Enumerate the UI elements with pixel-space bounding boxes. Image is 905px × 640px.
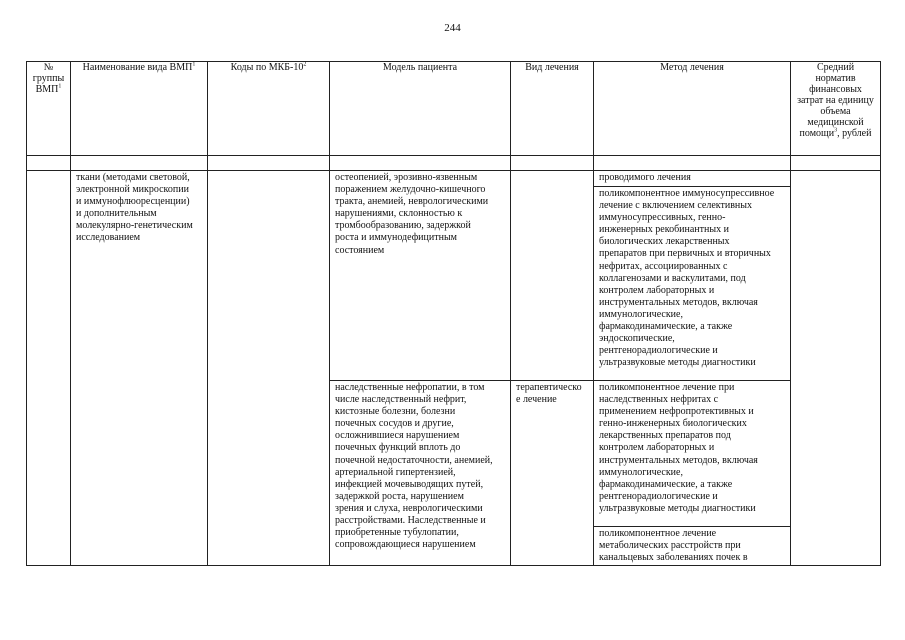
group-number-cell [27, 171, 71, 566]
method-cell [594, 381, 791, 527]
spacer-cell [330, 156, 511, 171]
header-vmp-name: Наименование вида ВМП$^1$ [71, 62, 208, 156]
spacer-cell [208, 156, 330, 171]
table-row [27, 171, 881, 187]
header-treatment-type: Вид лечения [511, 62, 594, 156]
method-text: проводимого лечения [599, 172, 691, 183]
spacer-cell [71, 156, 208, 171]
header-spacer-row [27, 156, 881, 171]
header-treatment-method: Метод лечения [594, 62, 791, 156]
header-icd-codes: Коды по МКБ-$10^2$ [208, 62, 330, 156]
spacer-cell [594, 156, 791, 171]
icd-codes-cell [208, 171, 330, 566]
treatment-type-cell [511, 171, 594, 381]
method-text: поликомпонентное иммуносупрессивное лечение с включением селективных иммуносупрессивных, генно- инженерных рекобинантных и биологических лекарственных препаратов при первичных и вторичных нефритах, ассоциированных с коллагенозами и васкулитами, под контролем лабораторных и инструментальных методов, включая иммунологические, фармакодинамические, а также эндоскопические, рентгенорадиологические и ультразвуковые методы диагностики [599, 188, 775, 369]
header-patient-model: Модель пациента [330, 62, 511, 156]
patient-model-text: наследственные нефропатии, в том числе наследственный нефрит, кистозные болезни, болезни почечных сосудов и другие, осложнившиеся нарушением почечных функций вплоть до почечной недостаточности, анемией, артериальной гипертензией, инфекцией мочевыводящих путей, задержкой роста, нарушением зрения и слуха, неврологическими расстройствами. Наследственные и приобретенные тубулопатии, сопровождающиеся нарушением [335, 382, 493, 551]
method-cell [594, 171, 791, 187]
page-number: 244 [444, 22, 461, 34]
spacer-cell [791, 156, 881, 171]
header-row [27, 62, 881, 156]
method-text: поликомпонентное лечение при наследственных нефритах с применением нефропротективных и генно-инженерных биологических лекарственных препаратов под контролем лабораторных и инструментальных методов, включая иммунологические, фармакодинамические, а также рентгенорадиологические и ультразвуковые методы диагностики [599, 382, 758, 514]
patient-model-text: остеопенией, эрозивно-язвенным поражением желудочно-кишечного тракта, анемией, неврологическими нарушениями, склонностью к тромбообразованию, задержкой роста и иммунодефицитным состоянием [335, 172, 489, 256]
treatment-type-cell [511, 381, 594, 566]
method-text: поликомпонентное лечение метаболических расстройств при канальцевых заболеваниях почек в [599, 528, 748, 564]
patient-model-cell [330, 381, 511, 566]
vmp-name-text: ткани (методами световой, электронной микроскопии и иммунофлюоресценции) и дополнительным молекулярно-генетическим исследованием [76, 172, 193, 244]
vmp-table [26, 61, 881, 566]
spacer-cell [511, 156, 594, 171]
spacer-cell [27, 156, 71, 171]
header-group-number: № группы ВМП$^1$ [27, 62, 71, 156]
header-cost-standard: Средний норматив финансовых затрат на единицу объема медицинской помощи$^3$, рублей [791, 62, 881, 156]
vmp-name-cell [71, 171, 208, 566]
patient-model-cell [330, 171, 511, 381]
cost-cell [791, 171, 881, 566]
method-cell [594, 187, 791, 381]
method-cell [594, 527, 791, 566]
treatment-type-text: терапевтическо е лечение [516, 382, 582, 406]
